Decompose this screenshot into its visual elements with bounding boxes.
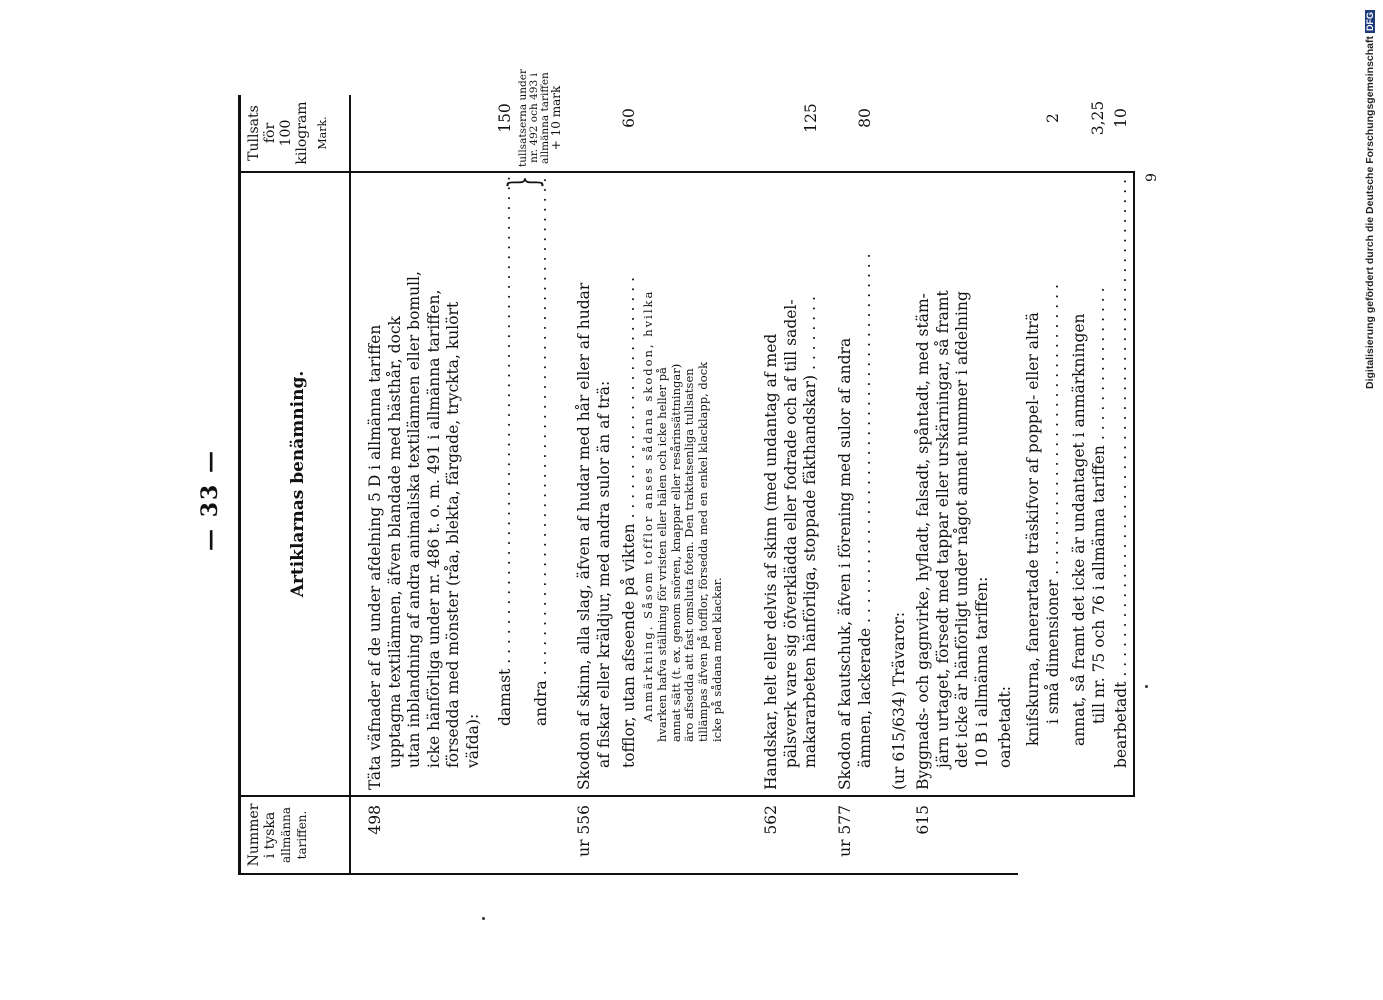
item-498-line: upptagna textilämnen, äfven blandade med hästhår, dock [385,316,404,768]
brace-mark: } [501,175,547,189]
item-577-line: ämnen, lackerade . . . . . . . . . . . . . . . . . . . . . . . . . . . . . . . . . . . . . . [855,253,874,768]
item-615-knif-rate: 2 [1044,113,1062,123]
item-615-line: 10 B i allmänna tariffen: [972,576,991,768]
item-556-text [575,283,614,790]
header-rate-line: Mark. [316,116,329,150]
item-498-text [366,271,483,790]
watermark-text: Digitalisierung gefördert durch die Deutsche Forschungsgemeinschaft [1364,36,1376,389]
item-615-bearbetadt-rate: 10 [1112,108,1130,128]
header-number [246,797,310,873]
item-562-line: pälsverk vare sig öfverklädda eller fodrade och af till sadel- [781,299,800,768]
column-rule-2 [238,171,1135,173]
item-615-knif-line: i små dimensioner . . . . . . . . . . . . . . . . . . . . . . . . . . . . . . [1043,284,1062,724]
header-rule [349,95,351,875]
header-rate [246,95,331,171]
item-498-andra: andra . . . . . . . . . . . . . . . . . . . . . . . . . . . . . . . . . . . . . . . . . . . . . . . . . . . [532,177,550,726]
item-498-line: icke hänförliga under nr. 486 t. o. m. 491 i allmänna tariffen, [424,289,443,768]
item-556-line: af fiskar eller kräldjur, med andra sulor än af trä: [594,380,613,768]
note-line: annat sätt (t. ex. genom snören, knappar eller resårinsättningar) [668,363,683,742]
item-556-note [642,290,725,742]
header-rate-line: 100 kilogram [278,101,310,165]
note-line: äro afsedda att fast omsluta foten. Den traktatsenliga tullsatsen [682,368,697,742]
page-number: — 33 — [197,449,223,551]
item-number-556: ur 556 [575,805,593,857]
table-bottom-rule [1133,172,1135,797]
item-498-damast: damast . . . . . . . . . . . . . . . . . . . . . . . . . . . . . . . . . . . . . . . . . . . . . . . . . . [496,176,514,726]
item-615-bearbetadt: bearbetadt . . . . . . . . . . . . . . . . . . . . . . . . . . . . . . . . . . . . . . . . . . . . . . . . . . . [1112,178,1130,768]
item-498-line: Täta väfnader af de under afdelning 5 D i allmänna tariffen [366,324,384,790]
item-498-line: försedda med mönster (råa, blekta, färgade, tryckta, kulört [444,301,462,768]
item-577-rate: 80 [856,108,874,128]
header-article: Artiklarnas benämning. [288,370,308,598]
item-615-line: Byggnads- och gagnvirke, hyfladt, falsadt, spåntadt, med stäm- [914,293,932,790]
header-rate-line: för [262,122,278,144]
item-615-annat-line: till nr. 75 och 76 i allmänna tariffen . . . . . . . . . . . . . . . . [1089,287,1108,724]
rate-note-line: allmänna tariffen [539,72,551,164]
item-615-knif-line: knifskurna, fanerartade träskifvor af poppel- eller alträ [1024,312,1042,746]
header-rate-line: Tullsats [246,105,262,161]
table-top-rule [238,95,241,875]
item-556-line: Skodon af skinn, alla slag, äfven af hudar med hår eller af hudar [575,282,593,790]
item-615-text [914,290,992,790]
note-line: Anmärkning. Såsom tofflor anses sådana skodon, hvilka [641,289,655,722]
item-615-line: järn urtaget, försedt med tappar eller urskärningar, så framt [933,290,952,768]
item-615-heading: (ur 615/634) Trävaror: [890,611,908,790]
note-line: tillämpas äfven på tofflor, försedda med en enkel klacklapp, dock [696,361,711,742]
item-615-annat-line: annat, så framt det icke är undantaget i anmärkningen [1070,313,1088,746]
left-rule [238,873,1018,875]
item-615-knifskurna [1024,284,1063,746]
signature-mark: 9 [1144,173,1160,182]
column-rule-1 [238,795,1135,797]
item-562-text [762,296,821,790]
item-498-damast-rate: 150 [496,103,514,133]
item-498-andra-rate-note [518,58,562,178]
item-number-577: ur 577 [836,805,854,857]
stray-dot [1145,685,1148,688]
rate-note-line: nr. 492 och 493 i [528,73,540,163]
item-498-line: utan inblandning af andra animaliska textilämnen eller bomull, [405,271,423,768]
rate-note-line: tullsatserna under [517,68,529,168]
item-577-text [836,253,875,790]
item-number-615: 615 [914,805,932,835]
item-number-562: 562 [762,805,780,835]
note-line: hvarken hafva ställning för vristen eller hälen och icke heller på [654,367,669,742]
header-number-line: i tyska [262,811,278,859]
header-number-line: tariffen. [295,810,309,860]
item-615-annat [1070,287,1109,746]
item-number-498: 498 [366,805,384,835]
dfg-logo: DFG [1365,12,1375,31]
item-562-line: makararbeten hänförliga, stoppade fäkthandskar) . . . . . . . . [801,296,819,768]
item-577-line: Skodon af kautschuk, äfven i förening med sulor af andra [836,337,854,790]
item-556-tofflor-rate: 60 [620,108,638,128]
rate-note-line: + 10 mark [549,85,563,151]
item-615-line: det icke är hänförligt under något annat nummer i afdelning [953,291,971,768]
note-line: icke på sådana med klackar. [709,577,724,742]
header-number-line: allmänna [279,807,293,863]
item-615-annat-rate: 3,25 [1089,100,1107,136]
header-number-line: Nummer [246,803,262,867]
item-562-line: Handskar, helt eller delvis af skinn (med undantag af med [762,333,780,790]
item-615-oarbetadt: oarbetadt: [996,686,1014,768]
stray-dot [482,917,485,920]
item-562-rate: 125 [802,103,820,133]
item-556-tofflor: tofflor, utan afseende på vikten . . . . . . . . . . . . . . . . . . . . . . . . . [620,277,638,768]
item-498-line: väfda): [463,713,482,768]
digitization-watermark [1364,10,1376,670]
